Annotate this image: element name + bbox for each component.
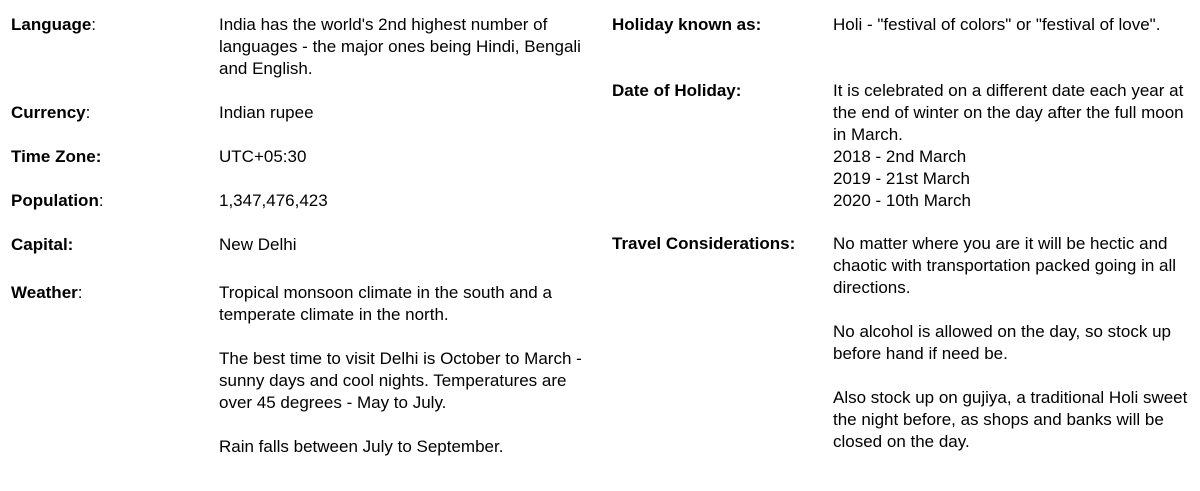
date-of-holiday-value <box>833 80 1193 212</box>
holiday-date-2018: 2018 - 2nd March <box>833 147 967 166</box>
language-value: India has the world's 2nd highest number of languages - the major ones being Hindi, Bengali and English. <box>219 15 581 78</box>
weather-paragraph: Rain falls between July to September. <box>219 437 504 456</box>
travel-considerations-value <box>833 233 1193 453</box>
travel-paragraph: Also stock up on gujiya, a traditional Holi sweet the night before, as shops and banks will be closed on the day. <box>833 388 1188 451</box>
currency-label: Currency: <box>11 103 91 122</box>
time-zone-value: UTC+05:30 <box>219 147 307 166</box>
capital-label: Capital: <box>11 235 74 254</box>
population-value: 1,347,476,423 <box>219 191 328 210</box>
weather-paragraph: Tropical monsoon climate in the south and a temperate climate in the north. <box>219 283 552 324</box>
date-intro: It is celebrated on a different date each year at the end of winter on the day after the full moon in March. <box>833 81 1184 144</box>
holiday-label: Holiday known as: <box>612 15 762 34</box>
holiday-date-2019: 2019 - 21st March <box>833 169 971 188</box>
capital-value: New Delhi <box>219 235 297 254</box>
travel-paragraph: No matter where you are it will be hectic and chaotic with transportation packed going in all directions. <box>833 234 1177 297</box>
time-zone-label: Time Zone: <box>11 147 102 166</box>
currency-value: Indian rupee <box>219 103 314 122</box>
weather-value <box>219 282 599 458</box>
language-label: Language: <box>11 15 97 34</box>
travel-paragraph: No alcohol is allowed on the day, so stock up before hand if need be. <box>833 322 1171 363</box>
date-of-holiday-label: Date of Holiday: <box>612 81 742 100</box>
holiday-value: Holi - "festival of colors" or "festival of love". <box>833 15 1161 34</box>
population-label: Population: <box>11 191 104 210</box>
weather-paragraph: The best time to visit Delhi is October to March - sunny days and cool nights. Temperatures are over 45 degrees - May to July. <box>219 349 582 412</box>
travel-considerations-label: Travel Considerations: <box>612 234 796 253</box>
weather-label: Weather: <box>11 283 83 302</box>
holiday-date-2020: 2020 - 10th March <box>833 191 971 210</box>
